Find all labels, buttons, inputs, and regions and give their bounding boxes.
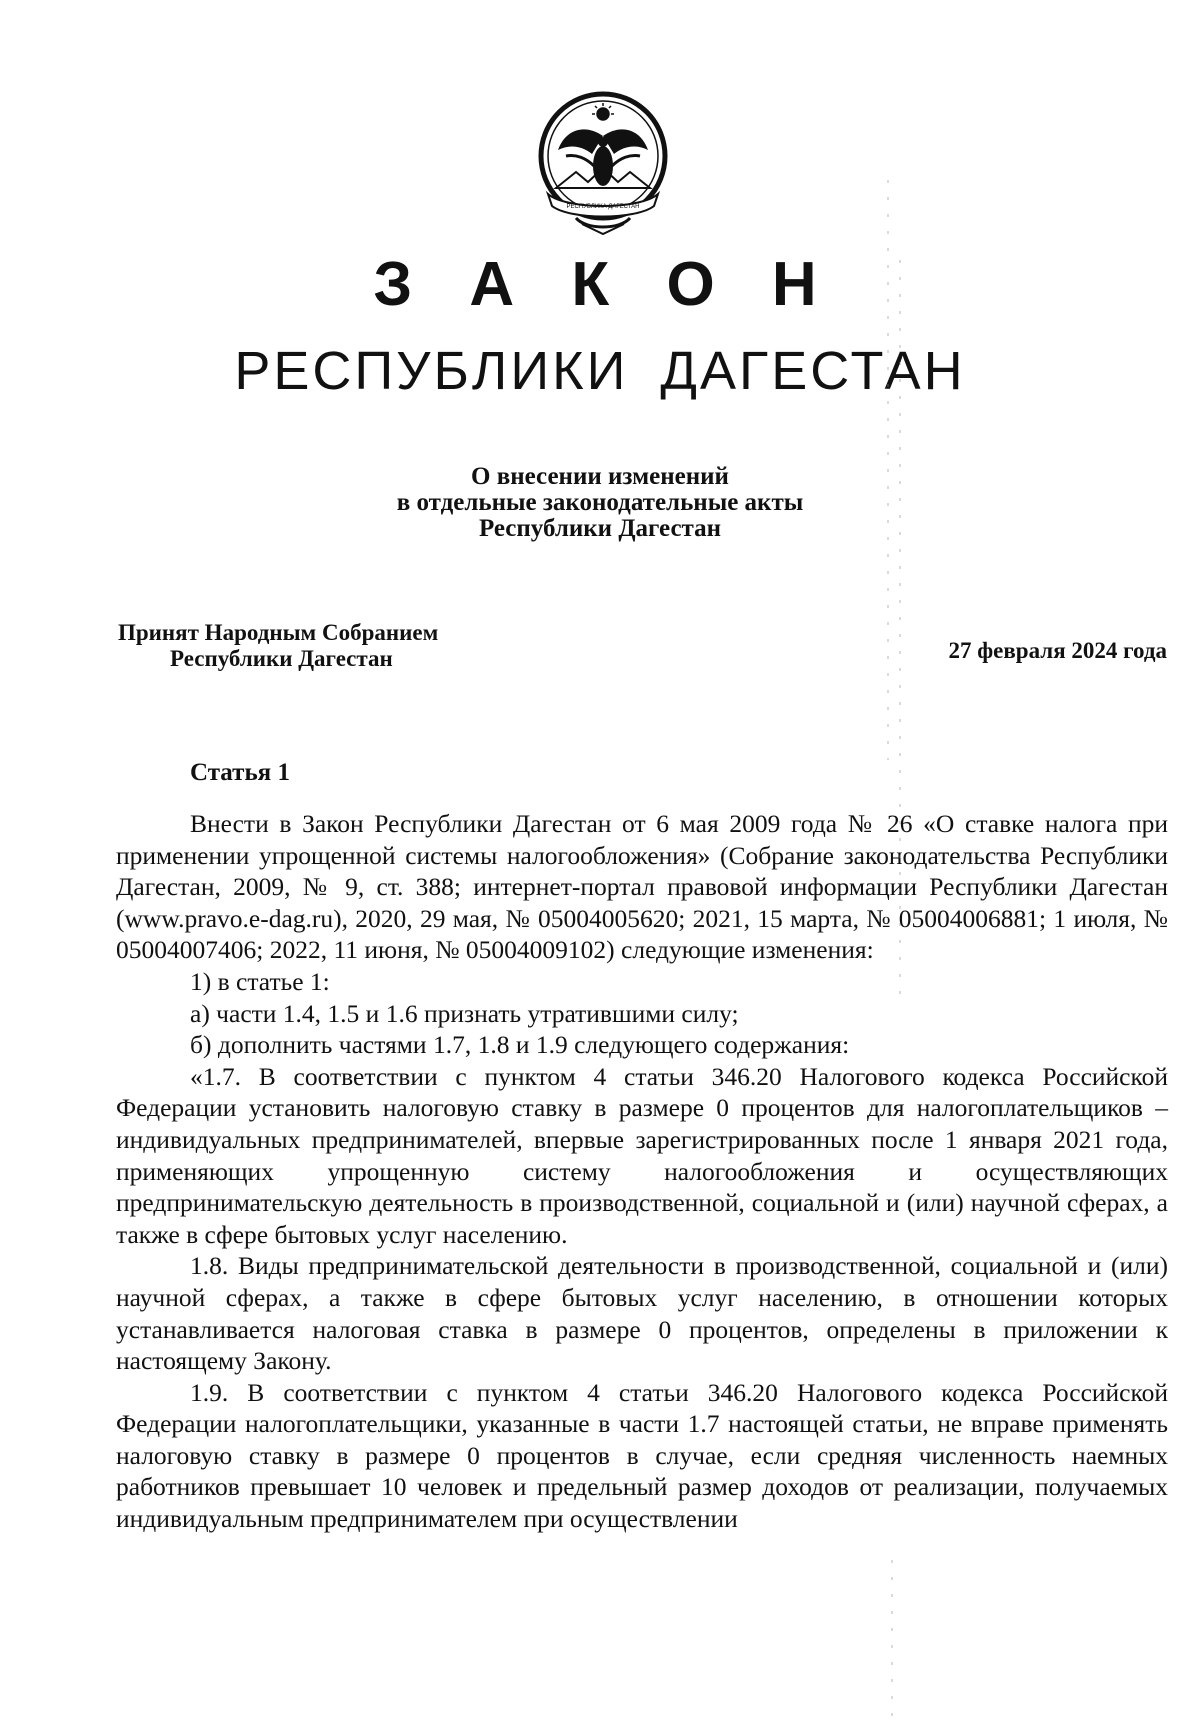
article-body: [116, 808, 1168, 1535]
subject-line-1: О внесении изменений: [471, 463, 729, 490]
subject-line-3: Республики Дагестан: [478, 515, 722, 542]
law-subject: [0, 464, 1200, 542]
adoption-date: 27 февраля 2024 года: [948, 638, 1167, 663]
adoption-line-1: Принят Народным Собранием: [118, 620, 439, 645]
subject-line-2: в отдельные законодательные акты: [396, 489, 804, 516]
adoption-block: [118, 620, 538, 672]
paragraph: б) дополнить частями 1.7, 1.8 и 1.9 следующего содержания:: [190, 1030, 850, 1060]
paragraph: а) части 1.4, 1.5 и 1.6 признать утратившими силу;: [190, 998, 739, 1028]
scan-fold-artifact: [884, 0, 908, 1727]
paragraph: «1.7. В соответствии с пунктом 4 статьи 346.20 Налогового кодекса Российской Федерации установить налоговую ставку в размере 0 процентов для налогоплательщиков – индивидуальных предпринимателей, впервые зарегистрированных после 1 января 2021 года, применяющих упрощенную систему налогообложения и осуществляющих предпринимательскую деятельность в производственной, социальной и (или) научной сферах, а также в сфере бытовых услуг населению.: [116, 1061, 1168, 1249]
emblem-ribbon-text: РЕСПУБЛИКА ДАГЕСТАН: [566, 204, 640, 210]
coat-of-arms-emblem: [526, 84, 680, 238]
document-title: З А К О Н: [373, 250, 837, 319]
adoption-line-2: Республики Дагестан: [170, 646, 393, 671]
paragraph: 1.9. В соответствии с пунктом 4 статьи 346.20 Налогового кодекса Российской Федерации налогоплательщики, указанные в части 1.7 настоящей статьи, не вправе применять налоговую ставку в размере 0 процентов в случае, если средняя численность наемных работников превышает 10 человек и предельный размер доходов от реализации, получаемых индивидуальным предпринимателем при осуществлении: [116, 1377, 1168, 1534]
paragraph: 1.8. Виды предпринимательской деятельности в производственной, социальной и (или) научной сферах, а также в сфере бытовых услуг населению, в отношении которых устанавливается налоговая ставка в размере 0 процентов, определены в приложении к настоящему Закону.: [116, 1251, 1168, 1376]
paragraph: Внести в Закон Республики Дагестан от 6 мая 2009 года № 26 «О ставке налога при применении упрощенной системы налогообложения» (Собрание законодательства Республики Дагестан, 2009, № 9, ст. 388; интернет-портал правовой информации Республики Дагестан (www.pravo.e-dag.ru), 2020, 29 мая, № 05004005620; 2021, 15 марта, № 05004006881; 1 июля, № 05004007406; 2022, 11 июня, № 05004009102) следующие изменения:: [116, 809, 1168, 965]
article-heading: Статья 1: [190, 759, 290, 786]
document-subtitle: РЕСПУБЛИКИ ДАГЕСТАН: [234, 341, 966, 401]
paragraph: 1) в статье 1:: [190, 966, 330, 996]
